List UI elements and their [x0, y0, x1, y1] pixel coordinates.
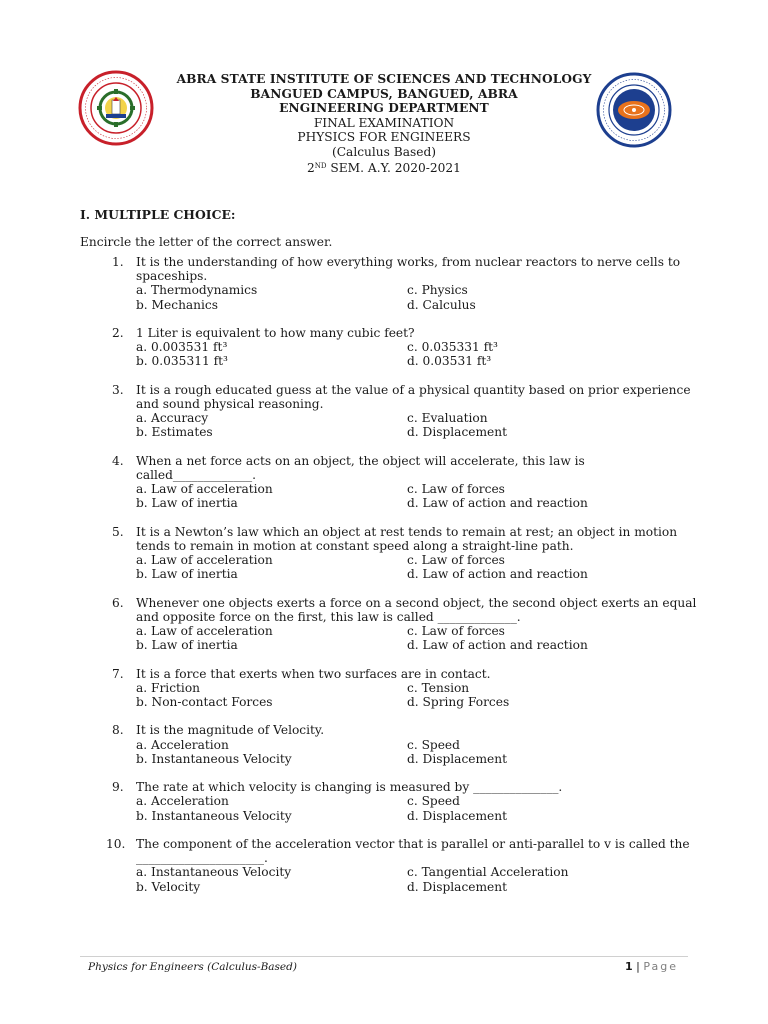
- question-item: [80, 383, 700, 440]
- choice-group: [136, 624, 700, 652]
- choice-a[interactable]: a. Acceleration: [136, 794, 229, 809]
- choice-b[interactable]: b. Law of inertia: [136, 496, 238, 511]
- choice-group: [136, 411, 700, 439]
- choice-c[interactable]: c. Law of forces: [407, 624, 505, 639]
- semester-line: [150, 159, 618, 176]
- choice-b[interactable]: b. Mechanics: [136, 297, 219, 312]
- choice-d[interactable]: d. Spring Forces: [407, 695, 510, 710]
- choice-d[interactable]: d. 0.03531 ft³: [407, 354, 492, 369]
- choice-group: [136, 681, 700, 709]
- question-number: 1.: [112, 255, 124, 269]
- choice-d[interactable]: d. Displacement: [407, 751, 507, 766]
- question-list: [80, 255, 700, 908]
- question-item: [80, 723, 700, 766]
- choice-d[interactable]: d. Law of action and reaction: [407, 496, 588, 511]
- choice-d[interactable]: d. Calculus: [407, 297, 476, 312]
- semester-year: SEM. A.Y. 2020-2021: [326, 161, 461, 175]
- choice-b[interactable]: b. Non-contact Forces: [136, 695, 273, 710]
- choice-c[interactable]: c. Law of forces: [407, 553, 505, 568]
- question-number: 6.: [112, 595, 124, 610]
- question-text: It is a Newton’s law which an object at rest tends to remain at rest; an object in motion tends to remain in motion at constant speed along a straight-line path.: [136, 524, 678, 553]
- choice-group: [136, 553, 700, 581]
- question-number: 2.: [112, 325, 124, 340]
- question-item: [80, 525, 700, 582]
- choice-b[interactable]: b. Instantaneous Velocity: [136, 808, 292, 823]
- choice-a[interactable]: a. Instantaneous Velocity: [136, 865, 292, 880]
- semester-ordinal: ND: [314, 162, 327, 170]
- choice-c[interactable]: c. 0.035331 ft³: [407, 340, 498, 355]
- choice-group: [136, 482, 700, 510]
- campus-name: BANGUED CAMPUS, BANGUED, ABRA: [250, 86, 518, 101]
- choice-a[interactable]: a. Thermodynamics: [136, 283, 258, 298]
- question-number: 8.: [112, 723, 124, 738]
- department-name: ENGINEERING DEPARTMENT: [279, 101, 489, 115]
- question-text: It is a force that exerts when two surfaces are in contact.: [136, 666, 491, 681]
- semester-number: 2: [307, 161, 315, 175]
- section-instruction: Encircle the letter of the correct answer.: [80, 235, 333, 249]
- question-number: 3.: [112, 382, 124, 397]
- question-text: The component of the acceleration vector that is parallel or anti-parallel to v is called the _____________________.: [136, 837, 690, 866]
- question-number: 5.: [112, 524, 124, 539]
- exam-header: [150, 72, 618, 176]
- section-title: I. MULTIPLE CHOICE:: [80, 207, 236, 222]
- choice-group: [136, 340, 700, 368]
- choice-group: [136, 794, 700, 822]
- choice-a[interactable]: a. Friction: [136, 680, 201, 695]
- question-item: [80, 454, 700, 511]
- choice-b[interactable]: b. Instantaneous Velocity: [136, 751, 292, 766]
- page-separator: |: [632, 960, 644, 973]
- footer-divider: [80, 956, 688, 957]
- question-item: [80, 326, 700, 369]
- choice-d[interactable]: d. Law of action and reaction: [407, 567, 588, 582]
- choice-c[interactable]: c. Speed: [407, 737, 460, 752]
- choice-b[interactable]: b. Law of inertia: [136, 638, 238, 653]
- question-item: [80, 837, 700, 894]
- choice-b[interactable]: b. 0.035311 ft³: [136, 354, 228, 369]
- page-number: 1: [625, 960, 633, 973]
- choice-c[interactable]: c. Physics: [407, 283, 468, 298]
- question-number: 4.: [112, 453, 124, 468]
- exam-title: FINAL EXAMINATION: [313, 115, 455, 130]
- choice-d[interactable]: d. Law of action and reaction: [407, 638, 588, 653]
- choice-c[interactable]: c. Law of forces: [407, 482, 505, 497]
- question-text: It is a rough educated guess at the value of a physical quantity based on prior experience and sound physical reasoning.: [136, 382, 691, 411]
- choice-c[interactable]: c. Speed: [407, 794, 460, 809]
- question-number: 9.: [112, 780, 124, 795]
- choice-b[interactable]: b. Estimates: [136, 425, 213, 440]
- course-title: PHYSICS FOR ENGINEERS: [297, 130, 471, 144]
- choice-d[interactable]: d. Displacement: [407, 879, 507, 894]
- asist-seal-icon: [78, 70, 154, 146]
- question-number: 10.: [106, 837, 126, 852]
- choice-d[interactable]: d. Displacement: [407, 808, 507, 823]
- question-text: It is the understanding of how everything works, from nuclear reactors to nerve cells to spaceships.: [136, 255, 681, 284]
- institution-name: ABRA STATE INSTITUTE OF SCIENCES AND TECHNOLOGY: [176, 72, 592, 86]
- choice-c[interactable]: c. Tangential Acceleration: [407, 865, 569, 880]
- choice-group: [136, 865, 700, 893]
- question-text: It is the magnitude of Velocity.: [136, 723, 325, 738]
- choice-a[interactable]: a. 0.003531 ft³: [136, 340, 228, 355]
- course-note: (Calculus Based): [331, 144, 437, 159]
- question-text: 1 Liter is equivalent to how many cubic feet?: [136, 325, 415, 340]
- choice-d[interactable]: d. Displacement: [407, 425, 507, 440]
- question-text: Whenever one objects exerts a force on a second object, the second object exerts an equal and opposite force on the first, this law is called _____________.: [136, 595, 697, 624]
- footer-page: [625, 960, 678, 973]
- choice-group: [136, 283, 700, 311]
- choice-a[interactable]: a. Law of acceleration: [136, 624, 273, 639]
- choice-b[interactable]: b. Law of inertia: [136, 567, 238, 582]
- choice-c[interactable]: c. Evaluation: [407, 411, 488, 426]
- choice-a[interactable]: a. Law of acceleration: [136, 553, 273, 568]
- choice-c[interactable]: c. Tension: [407, 680, 470, 695]
- choice-a[interactable]: a. Acceleration: [136, 737, 229, 752]
- question-number: 7.: [112, 666, 124, 681]
- question-item: [80, 667, 700, 710]
- choice-group: [136, 738, 700, 766]
- question-item: [80, 780, 700, 823]
- question-item: [80, 596, 700, 653]
- choice-b[interactable]: b. Velocity: [136, 879, 201, 894]
- choice-a[interactable]: a. Accuracy: [136, 411, 209, 426]
- page-word: Page: [643, 960, 678, 973]
- footer-course: Physics for Engineers (Calculus-Based): [88, 961, 297, 973]
- question-text: When a net force acts on an object, the object will accelerate, this law is called_____________.: [136, 453, 585, 482]
- question-text: The rate at which velocity is changing is measured by ______________.: [136, 780, 563, 795]
- choice-a[interactable]: a. Law of acceleration: [136, 482, 273, 497]
- question-item: [80, 255, 700, 312]
